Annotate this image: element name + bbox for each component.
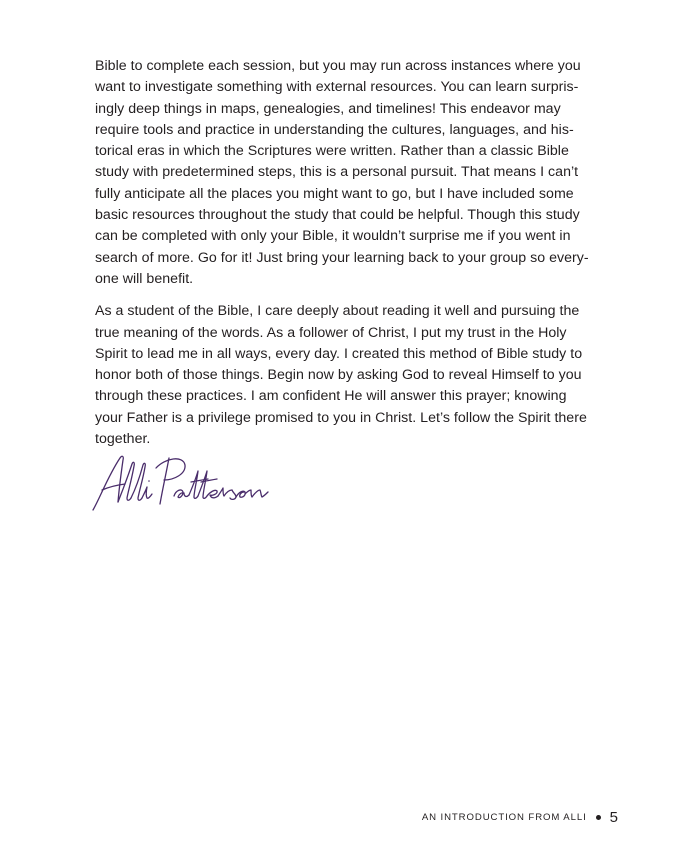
paragraph-2 [95, 301, 615, 450]
text-line: through these practices. I am confident He will answer this prayer; knowing [95, 388, 567, 405]
text-line: Bible to complete each session, but you may run across instances where you [95, 58, 581, 74]
text-line: together. [95, 431, 151, 448]
text-line: one will benefit. [95, 270, 194, 287]
page-number: 5 [609, 808, 618, 826]
running-footer-title: AN INTRODUCTION FROM ALLI [421, 811, 587, 823]
text-line: As a student of the Bible, I care deeply about reading it well and pursuing the [95, 303, 580, 320]
bullet-separator [596, 815, 601, 820]
text-line: search of more. Go for it! Just bring your learning back to your group so every- [95, 249, 589, 266]
paragraph-spacer [95, 290, 615, 301]
paragraph-1 [95, 56, 615, 290]
text-line: honor both of those things. Begin now by asking God to reveal Himself to you [95, 367, 582, 384]
text-line: true meaning of the words. As a follower of Christ, I put my trust in the Holy [95, 324, 567, 341]
text-line: can be completed with only your Bible, it wouldn’t surprise me if you went in [95, 228, 571, 245]
text-line: torical eras in which the Scriptures were written. Rather than a classic Bible [95, 143, 569, 160]
text-line: want to investigate something with external resources. You can learn surpris- [95, 79, 579, 96]
text-line: basic resources throughout the study that could be helpful. Though this study [95, 207, 580, 224]
text-line: Spirit to lead me in all ways, every day. I created this method of Bible study to [95, 345, 583, 362]
text-line: fully anticipate all the places you might want to go, but I have included some [95, 185, 574, 202]
text-line: your Father is a privilege promised to you in Christ. Let’s follow the Spirit there [95, 409, 587, 426]
text-line: require tools and practice in understanding the cultures, languages, and his- [95, 121, 574, 138]
page-footer [422, 807, 618, 827]
handwritten-signature [90, 452, 290, 516]
text-line: ingly deep things in maps, genealogies, and timelines! This endeavor may [95, 100, 561, 117]
text-line: study with predetermined steps, this is a personal pursuit. That means I can’t [95, 164, 579, 181]
body-text [95, 56, 615, 450]
